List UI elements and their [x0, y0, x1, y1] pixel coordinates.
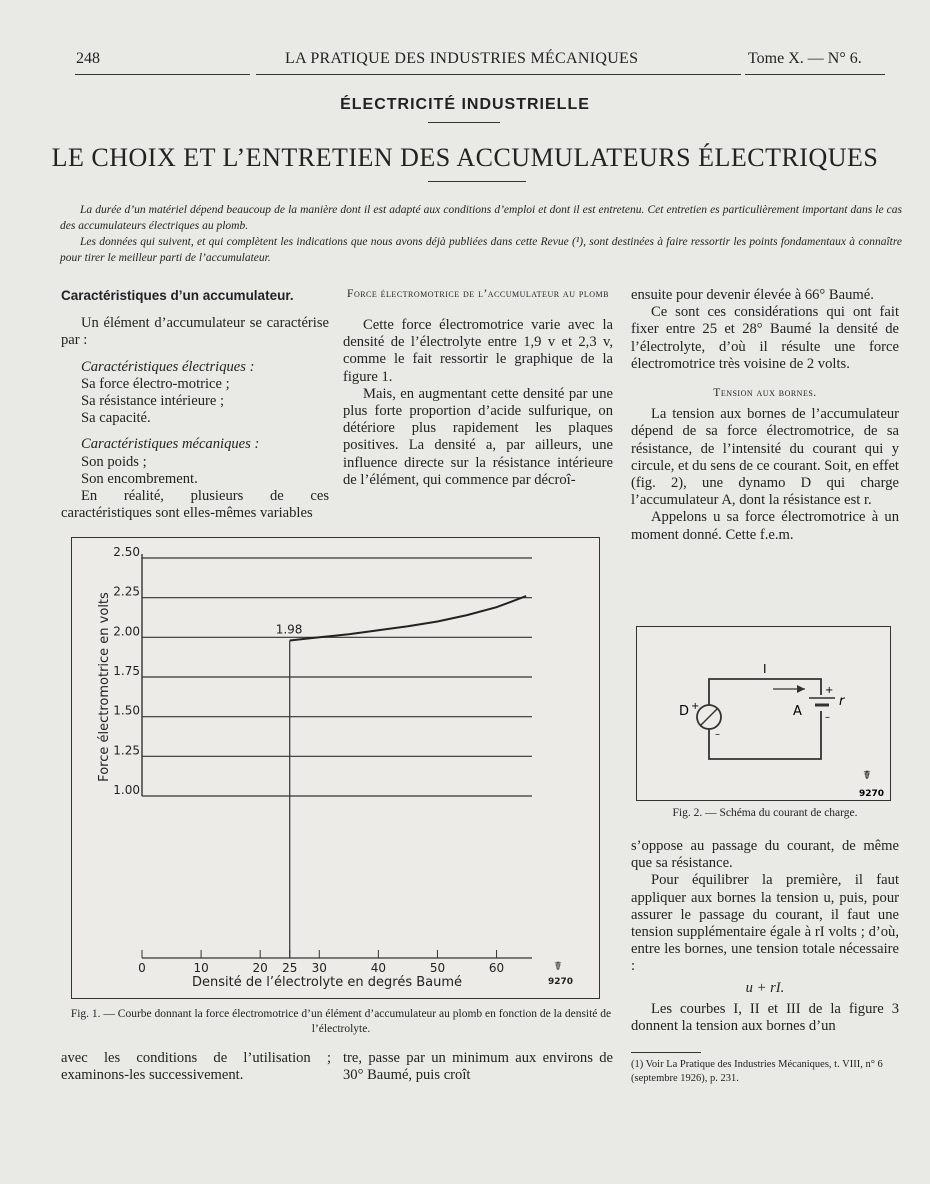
header-rule-left — [75, 74, 250, 75]
column-2-continued — [343, 1050, 613, 1084]
column-1-continued — [61, 1050, 331, 1084]
formula: u + rI. — [745, 979, 785, 996]
tome-number: Tome X. — N° 6. — [748, 50, 862, 67]
list-item: Sa capacité. — [81, 410, 151, 427]
paragraph: Un élément d’accumulateur se caractérise par : — [61, 315, 329, 349]
logo-icon: ☤ — [863, 768, 872, 782]
paragraph: avec les conditions de l’utilisation ; examinons-les successivement. — [61, 1050, 331, 1084]
battery-plus: + — [825, 685, 834, 696]
page-number: 248 — [76, 50, 100, 67]
intro-paragraph: La durée d’un matériel dépend beaucoup de la manière dont il est adapté aux conditions d’emploi et dont il est entretenu. Cet entretien es particulièrement important dans le cas des accumulateurs électriques au plomb. — [60, 204, 902, 232]
list-item: Son encombrement. — [81, 470, 198, 487]
paragraph: tre, passe par un minimum aux environs de 30° Baumé, puis croît — [343, 1050, 613, 1084]
dynamo-minus: – — [715, 729, 720, 740]
footnote: (1) Voir La Pratique des Industries Mécaniques, t. VIII, n° 6 (septembre 1926), p. 231. — [631, 1059, 883, 1084]
list-item: Sa force électro-motrice ; — [81, 375, 230, 392]
x-tick-label: 40 — [370, 961, 387, 975]
resistance-label: r — [839, 694, 845, 709]
header-rule-middle — [256, 74, 741, 75]
logo-icon: ☤ — [554, 959, 563, 973]
title-rule — [428, 181, 526, 182]
x-tick-label: 0 — [138, 961, 146, 975]
paragraph: Mais, en augmentant cette densité par une plus forte proportion d’acide sulfurique, on détériore plus rapidement les plaques positives. La densité a, par ailleurs, une influence directe sur la résistance intérieure de l’élément, qui commence par décroî- — [343, 385, 613, 488]
figure-1-caption: Fig. 1. — Courbe donnant la force électromotrice d’un élément d’accumulateur au plomb en fonction de la densité de l’électrolyte. — [70, 1008, 612, 1035]
figure-mark: 9270 — [859, 789, 885, 799]
paragraph: En réalité, plusieurs de ces caractéristiques sont elles-mêmes variables — [61, 488, 329, 522]
column-2 — [343, 287, 613, 489]
y-tick-label: 1.25 — [113, 743, 140, 758]
intro-paragraph: Les données qui suivent, et qui complètent les indications que nous avons déjà publiées dans cette Revue (¹), sont destinées à faire ressortir les points fondamentaux à connaître pour tirer le meilleur parti de l’accumulateur. — [60, 236, 902, 264]
emf-curve — [290, 596, 526, 640]
figure-2-diagram — [636, 626, 891, 801]
column-3-continued — [631, 838, 899, 1035]
y-tick-label: 2.00 — [113, 624, 140, 639]
x-tick-label: 20 — [252, 961, 268, 975]
paragraph: Ce sont ces considérations qui ont fait fixer entre 25 et 28° Baumé la densité de l’électrolyte, d’où il résulte une force électromotrice très voisine de 2 volts. — [631, 304, 899, 372]
subsection-heading: Tension aux bornes. — [713, 387, 817, 400]
column-1 — [61, 287, 329, 522]
paragraph: Appelons u sa force électromotrice à un moment donné. Cette f.e.m. — [631, 509, 899, 543]
list-item: Sa résistance intérieure ; — [81, 393, 225, 410]
arrow-head-icon — [797, 685, 805, 693]
figure-2-caption: Fig. 2. — Schéma du courant de charge. — [672, 807, 858, 819]
subsection-heading: Force électromotrice de l’accumulateur au plomb — [347, 288, 609, 300]
x-tick-label: 25 — [282, 961, 298, 975]
current-label: I — [763, 662, 767, 676]
accumulator-label: A — [793, 704, 802, 719]
article-title: LE CHOIX ET L’ENTRETIEN DES ACCUMULATEURS ÉLECTRIQUES — [51, 143, 879, 172]
x-axis-label: Densité de l’électrolyte en degrés Baumé — [192, 975, 463, 990]
list-title: Caractéristiques électriques : — [81, 358, 255, 375]
battery-minus: – — [825, 712, 830, 723]
list-title: Caractéristiques mécaniques : — [81, 436, 260, 453]
y-tick-label: 2.50 — [113, 545, 140, 559]
paragraph: Les courbes I, II et III de la figure 3 donnent la tension aux bornes d’un — [631, 1000, 899, 1035]
section-rule — [428, 122, 500, 123]
subsection-heading: Caractéristiques d’un accumulateur. — [61, 288, 294, 303]
x-tick-label: 60 — [488, 961, 505, 975]
paragraph: ensuite pour devenir élevée à 66° Baumé. — [631, 287, 874, 303]
figure-mark: 9270 — [548, 977, 574, 987]
list-item: Son poids ; — [81, 453, 147, 470]
figure-1-chart — [71, 537, 600, 999]
paragraph: La tension aux bornes de l’accumulateur dépend de sa force électromotrice, de sa résistance, de l’intensité du courant qui y circule, et du sens de ce courant. Soit, en effet (fig. 2), une dynamo D qui charge l’accumulateur A, dont la résistance est r. — [631, 406, 899, 509]
annotation-label: 1.98 — [275, 622, 303, 637]
journal-title: LA PRATIQUE DES INDUSTRIES MÉCANIQUES — [285, 50, 639, 67]
circuit-wire — [709, 679, 821, 759]
x-tick-label: 50 — [429, 961, 446, 975]
y-axis-label: Force électromotrice en volts — [97, 592, 112, 782]
y-tick-label: 2.25 — [113, 584, 140, 599]
dynamo-label: D — [679, 704, 690, 719]
y-tick-label: 1.00 — [113, 783, 140, 797]
column-3 — [631, 287, 899, 544]
y-tick-label: 1.50 — [113, 703, 140, 718]
chart-svg — [72, 538, 599, 998]
circuit-svg — [637, 627, 890, 800]
dynamo-plus: + — [691, 701, 700, 712]
y-tick-label: 1.75 — [113, 664, 140, 678]
paragraph: Cette force électromotrice varie avec la densité de l’électrolyte entre 1,9 v et 2,3 v, comme le fait ressortir le graphique de la figure 1. — [343, 317, 613, 385]
footnote-rule — [631, 1052, 701, 1053]
header-rule-right — [745, 74, 885, 75]
paragraph: Pour équilibrer la première, il faut appliquer aux bornes la tension u, puis, pour assurer le passage du courant, il faut une tension supplémentaire égale à rI volts ; d’où, entre les bornes, une tension totale nécessaire : — [631, 872, 899, 975]
paragraph: s’oppose au passage du courant, de même que sa résistance. — [631, 838, 899, 872]
introduction — [60, 202, 902, 266]
x-tick-label: 10 — [193, 961, 209, 975]
x-tick-label: 30 — [311, 961, 327, 975]
section-heading: ÉLECTRICITÉ INDUSTRIELLE — [340, 96, 590, 113]
